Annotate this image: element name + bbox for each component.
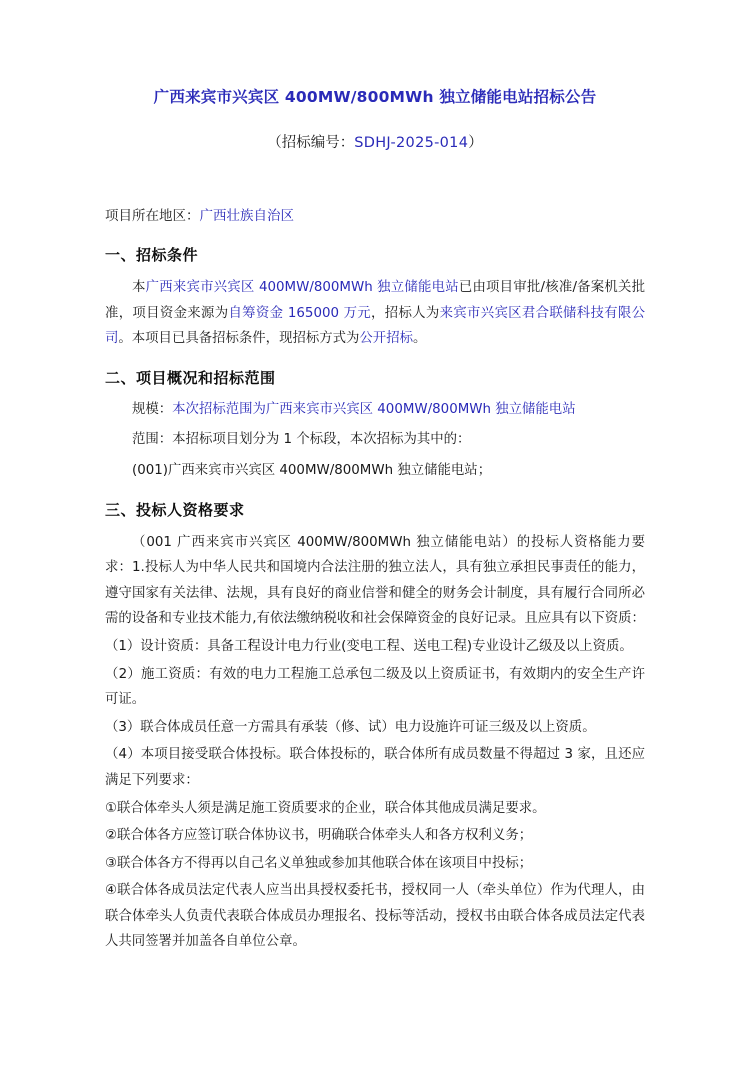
project-region-value: 广西壮族自治区 [199,208,294,224]
consortium-requirement-1: ①联合体牵头人须是满足施工资质要求的企业，联合体其他成员满足要求。 [105,800,546,816]
project-region-label: 项目所在地区： [105,208,200,224]
consortium-requirement-3: ③联合体各方不得再以自己名义单独或参加其他联合体在该项目中投标； [105,855,533,871]
section-2-scope-line [105,422,645,453]
section-heading-3: 三、投标人资格要求 [105,500,245,519]
s1-frag-tenderer: 来宾市兴宾区君合联储科技有限公司 [105,305,645,347]
s2-scale-label: 规模： [132,401,173,417]
project-region-line [105,156,645,229]
tender-number-line [105,110,645,156]
qualification-item-3: （3）联合体成员任意一方需具有承装（修、试）电力设施许可证三级及以上资质。 [105,719,596,735]
tender-number-value: SDHJ-2025-014 [354,135,469,151]
s1-frag-i: 。 [412,331,427,347]
consortium-requirement-4: ④联合体各成员法定代表人应当出具授权委托书，授权同一人（牵头单位）作为代理人，由联合体牵头人负责代表联合体成员办理报名、投标等活动，授权书由联合体各成员法定代表人共同签署并加盖各自单位公章。 [105,883,645,950]
section-2-lot-line: (001)广西来宾市兴宾区 400MW/800MWh 独立储能电站； [132,462,492,478]
s1-frag-c: 已由项目审批/核准/备案机关批准，项目资金来源为 [105,280,646,321]
s1-frag-a: 本 [132,280,146,295]
qualification-item-2: （2）施工资质：有效的电力工程施工总承包二级及以上资质证书，有效期内的安全生产许可证。 [105,666,645,708]
qualification-item-4: （4）本项目接受联合体投标。联合体投标的，联合体所有成员数量不得超过 3 家，且还应满足下列要求： [105,747,645,788]
section-heading-1: 一、招标条件 [105,246,199,264]
s1-frag-project-name: 广西来宾市兴宾区 400MW/800MWh 独立储能电站 [145,280,459,295]
section-3-qualification-intro: （001 广西来宾市兴宾区 400MW/800MWh 独立储能电站）的投标人资格能力要求：1.投标人为中华人民共和国境内合法注册的独立法人，具有独立承担民事责任的能力，遵守国家有关法律、法规，具有良好的商业信誉和健全的财务会计制度，具有履行合同所必需的设备和专业技术能力,有依法缴纳税收和社会保障资金的良好记录。且应具有以下资质： [105,534,645,627]
consortium-requirement-2: ②联合体各方应签订联合体协议书，明确联合体牵头人和各方权利义务； [105,828,533,844]
document-body [105,0,645,955]
s1-frag-funding: 自筹资金 165000 万元 [228,305,372,321]
section-2-scale-line [105,392,645,423]
s1-frag-g: 。本项目已具备招标条件，现招标方式为 [118,331,360,347]
s2-scale-value: 本次招标范围为广西来宾市兴宾区 400MW/800MWh 独立储能电站 [172,401,576,417]
s2-scope-label: 范围： [132,432,173,448]
qualification-item-1: （1）设计资质：具备工程设计电力行业(变电工程、送电工程)专业设计乙级及以上资质。 [105,638,633,654]
section-1-paragraph [105,269,645,352]
tender-number-prefix: （招标编号： [267,135,355,151]
s1-frag-tender-method: 公开招标 [359,331,413,347]
s2-scope-value: 本招标项目划分为 1 个标段，本次招标为其中的： [172,432,471,448]
tender-number-suffix: ） [468,135,483,151]
s1-frag-e: ，招标人为 [371,305,440,321]
section-heading-2: 二、项目概况和招标范围 [105,368,276,387]
page-title: 广西来宾市兴宾区 400MW/800MWh 独立储能电站招标公告 [153,88,597,106]
